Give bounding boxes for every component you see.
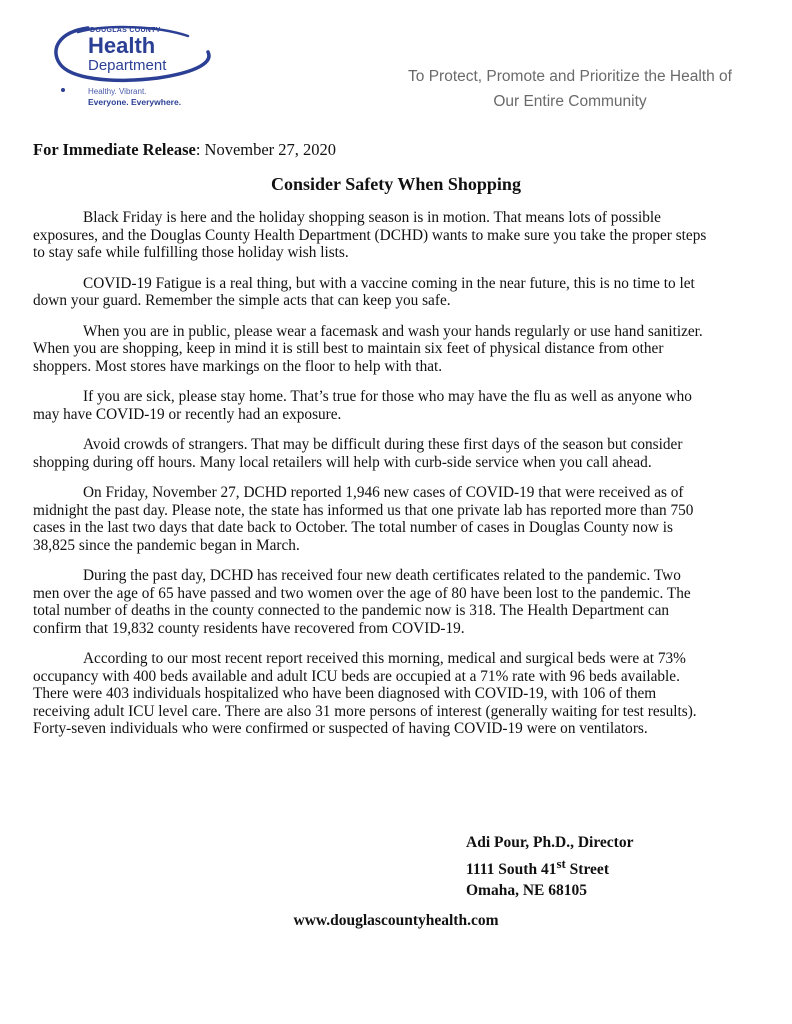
logo-county-text: DOUGLAS COUNTY: [90, 27, 161, 34]
logo-department-text: Department: [88, 57, 167, 74]
website-link[interactable]: www.douglascountyhealth.com: [293, 912, 499, 929]
motto-line-1: To Protect, Promote and Prioritize the Health of: [408, 68, 732, 85]
paragraph: According to our most recent report received this morning, medical and surgical beds were at 73% occupancy with 400 beds available and adult ICU beds are occupied at a 71% rate with 96 beds available. There were 403 individuals hospitalized who have been diagnosed with COVID-19, with 106 of them receiving adult ICU level care. There are also 31 more persons of interest (generally waiting for test results). Forty-seven individuals who were confirmed or suspected of having COVID-19 were on ventilators.: [33, 650, 697, 737]
street-suffix: Street: [565, 861, 609, 879]
street-ordinal: st: [556, 856, 566, 871]
dchd-logo: [48, 22, 218, 114]
signature-city: Omaha, NE 68105: [466, 882, 587, 900]
paragraph: Avoid crowds of strangers. That may be difficult during these first days of the season but consider shopping during off hours. Many local retailers will help with curb-side service when you call ahead.: [33, 436, 683, 471]
signature-street: [466, 853, 633, 880]
paragraph: When you are in public, please wear a facemask and wash your hands regularly or use hand sanitizer. When you are shopping, keep in mind it is still best to maintain six feet of physical distance from other shoppers. Most stores have markings on the floor to help with that.: [33, 322, 703, 375]
paragraph: Black Friday is here and the holiday shopping season is in motion. That means lots of possible exposures, and the Douglas County Health Department (DCHD) wants to make sure you take the proper steps to stay safe while fulfilling those holiday wish lists.: [33, 209, 707, 261]
press-release-body: [33, 209, 709, 751]
paragraph: COVID-19 Fatigue is a real thing, but with a vaccine coming in the near future, this is no time to let down your guard. Remember the simple acts that can keep you safe.: [33, 274, 695, 309]
paragraph: On Friday, November 27, DCHD reported 1,946 new cases of COVID-19 that were received as of midnight the past day. Please note, the state has informed us that one private lab has reported more than 750 cases in the last two days that date back to October. The total number of cases in Douglas County now is 38,825 since the pandemic began in March.: [33, 484, 694, 554]
signature-block: [466, 832, 633, 901]
motto-line-2: Our Entire Community: [493, 93, 647, 110]
page-title: Consider Safety When Shopping: [271, 174, 521, 194]
motto: [380, 64, 760, 114]
logo-health-text: Health: [88, 33, 156, 58]
logo-dot: [61, 88, 65, 92]
release-label: For Immediate Release: [33, 140, 196, 159]
release-line: [33, 140, 336, 160]
street-number: 1111 South 41: [466, 861, 557, 879]
paragraph: During the past day, DCHD has received four new death certificates related to the pandemic. Two men over the age of 65 have passed and two women over the age of 80 have been lost to the pandemic. The total number of deaths in the county connected to the pandemic now is 318. The Health Department can confirm that 19,832 county residents have recovered from COVID-19.: [33, 567, 691, 637]
paragraph: If you are sick, please stay home. That’s true for those who may have the flu as well as anyone who may have COVID-19 or recently had an exposure.: [33, 388, 692, 423]
logo-tagline-2: Everyone. Everywhere.: [88, 97, 182, 107]
signature-name: Adi Pour, Ph.D., Director: [466, 834, 634, 851]
release-date: : November 27, 2020: [195, 140, 337, 159]
logo-tagline-1: Healthy. Vibrant.: [88, 87, 147, 96]
